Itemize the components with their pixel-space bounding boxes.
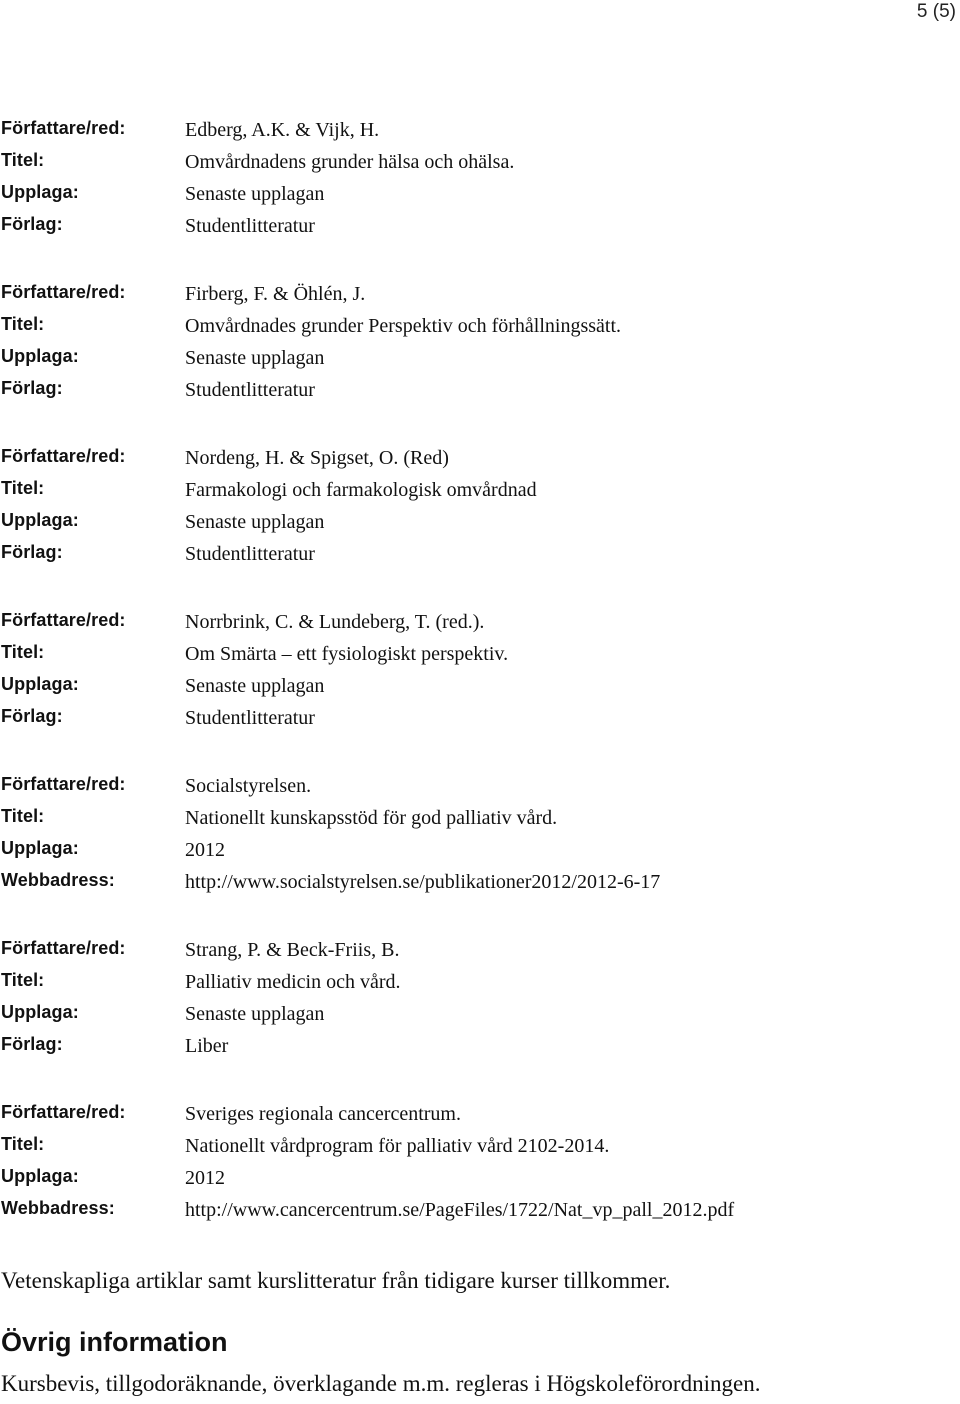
entry-row-author xyxy=(0,116,960,148)
edition-label: Upplaga: xyxy=(1,182,79,202)
entry-row-edition xyxy=(0,1164,960,1196)
author-label: Författare/red: xyxy=(1,774,126,794)
edition-value: Senaste upplagan xyxy=(185,675,325,697)
literature-entry xyxy=(0,936,960,1064)
entry-row-edition xyxy=(0,1000,960,1032)
edition-value: Senaste upplagan xyxy=(185,1003,325,1025)
publisher-value: Studentlitteratur xyxy=(185,707,315,729)
title-value: Farmakologi och farmakologisk omvårdnad xyxy=(185,479,537,501)
title-label: Titel: xyxy=(1,150,45,170)
title-label: Titel: xyxy=(1,970,45,990)
entry-row-title xyxy=(0,1132,960,1164)
entry-row-author xyxy=(0,936,960,968)
edition-value: Senaste upplagan xyxy=(185,511,325,533)
author-label: Författare/red: xyxy=(1,118,126,138)
title-value: Nationellt kunskapsstöd för god palliativ vård. xyxy=(185,807,558,829)
entry-row-publisher xyxy=(0,540,960,572)
web-address-label: Webbadress: xyxy=(1,870,115,890)
entry-row-edition xyxy=(0,508,960,540)
literature-entry xyxy=(0,772,960,900)
entry-row-author xyxy=(0,280,960,312)
entry-row-edition xyxy=(0,672,960,704)
edition-label: Upplaga: xyxy=(1,838,79,858)
entry-row-edition xyxy=(0,180,960,212)
edition-value: 2012 xyxy=(185,839,225,861)
additional-literature-note: Vetenskapliga artiklar samt kurslitteratur från tidigare kurser tillkommer. xyxy=(1,1268,671,1293)
entry-row-web-address xyxy=(0,1196,960,1228)
entry-row-edition xyxy=(0,344,960,376)
web-address-value: http://www.cancercentrum.se/PageFiles/1722/Nat_vp_pall_2012.pdf xyxy=(185,1199,735,1221)
author-value: Norrbrink, C. & Lundeberg, T. (red.). xyxy=(185,611,485,633)
title-label: Titel: xyxy=(1,314,45,334)
title-label: Titel: xyxy=(1,642,45,662)
author-label: Författare/red: xyxy=(1,938,126,958)
title-value: Nationellt vårdprogram för palliativ vård 2102-2014. xyxy=(185,1135,610,1157)
title-value: Omvårdnadens grunder hälsa och ohälsa. xyxy=(185,151,515,173)
literature-entry xyxy=(0,608,960,736)
entry-row-title xyxy=(0,804,960,836)
author-value: Firberg, F. & Öhlén, J. xyxy=(185,283,366,305)
entry-row-publisher xyxy=(0,704,960,736)
web-address-value: http://www.socialstyrelsen.se/publikationer2012/2012-6-17 xyxy=(185,871,661,893)
entry-row-publisher xyxy=(0,212,960,244)
publisher-label: Förlag: xyxy=(1,378,63,398)
entry-row-author xyxy=(0,772,960,804)
author-label: Författare/red: xyxy=(1,282,126,302)
title-label: Titel: xyxy=(1,806,45,826)
author-value: Nordeng, H. & Spigset, O. (Red) xyxy=(185,447,449,469)
web-address-label: Webbadress: xyxy=(1,1198,115,1218)
entry-row-author xyxy=(0,608,960,640)
entry-row-edition xyxy=(0,836,960,868)
page-number: 5 (5) xyxy=(916,1,956,22)
publisher-label: Förlag: xyxy=(1,214,63,234)
entry-row-web-address xyxy=(0,868,960,900)
entry-row-title xyxy=(0,476,960,508)
author-value: Sveriges regionala cancercentrum. xyxy=(185,1103,461,1125)
publisher-value: Studentlitteratur xyxy=(185,379,315,401)
edition-label: Upplaga: xyxy=(1,346,79,366)
entry-row-publisher xyxy=(0,1032,960,1064)
edition-label: Upplaga: xyxy=(1,674,79,694)
entry-row-publisher xyxy=(0,376,960,408)
literature-entry xyxy=(0,280,960,408)
publisher-label: Förlag: xyxy=(1,1034,63,1054)
publisher-label: Förlag: xyxy=(1,542,63,562)
author-value: Socialstyrelsen. xyxy=(185,775,312,797)
author-value: Strang, P. & Beck-Friis, B. xyxy=(185,939,400,961)
edition-value: Senaste upplagan xyxy=(185,347,325,369)
title-value: Omvårdnades grunder Perspektiv och förhållningssätt. xyxy=(185,315,622,337)
edition-label: Upplaga: xyxy=(1,1166,79,1186)
publisher-value: Liber xyxy=(185,1035,229,1057)
entry-row-author xyxy=(0,444,960,476)
author-label: Författare/red: xyxy=(1,446,126,466)
entry-row-author xyxy=(0,1100,960,1132)
title-label: Titel: xyxy=(1,478,45,498)
literature-entry xyxy=(0,1100,960,1228)
title-value: Om Smärta – ett fysiologiskt perspektiv. xyxy=(185,643,509,665)
entry-row-title xyxy=(0,148,960,180)
author-label: Författare/red: xyxy=(1,1102,126,1122)
author-value: Edberg, A.K. & Vijk, H. xyxy=(185,119,380,141)
publisher-value: Studentlitteratur xyxy=(185,543,315,565)
edition-label: Upplaga: xyxy=(1,1002,79,1022)
entry-row-title xyxy=(0,312,960,344)
literature-entry xyxy=(0,116,960,244)
other-info-heading: Övrig information xyxy=(1,1327,228,1357)
publisher-label: Förlag: xyxy=(1,706,63,726)
author-label: Författare/red: xyxy=(1,610,126,630)
edition-value: 2012 xyxy=(185,1167,225,1189)
title-value: Palliativ medicin och vård. xyxy=(185,971,401,993)
entry-row-title xyxy=(0,968,960,1000)
edition-label: Upplaga: xyxy=(1,510,79,530)
literature-list xyxy=(0,116,960,1264)
edition-value: Senaste upplagan xyxy=(185,183,325,205)
literature-entry xyxy=(0,444,960,572)
other-info-text: Kursbevis, tillgodoräknande, överklagande m.m. regleras i Högskoleförordningen. xyxy=(1,1371,761,1396)
entry-row-title xyxy=(0,640,960,672)
title-label: Titel: xyxy=(1,1134,45,1154)
publisher-value: Studentlitteratur xyxy=(185,215,315,237)
